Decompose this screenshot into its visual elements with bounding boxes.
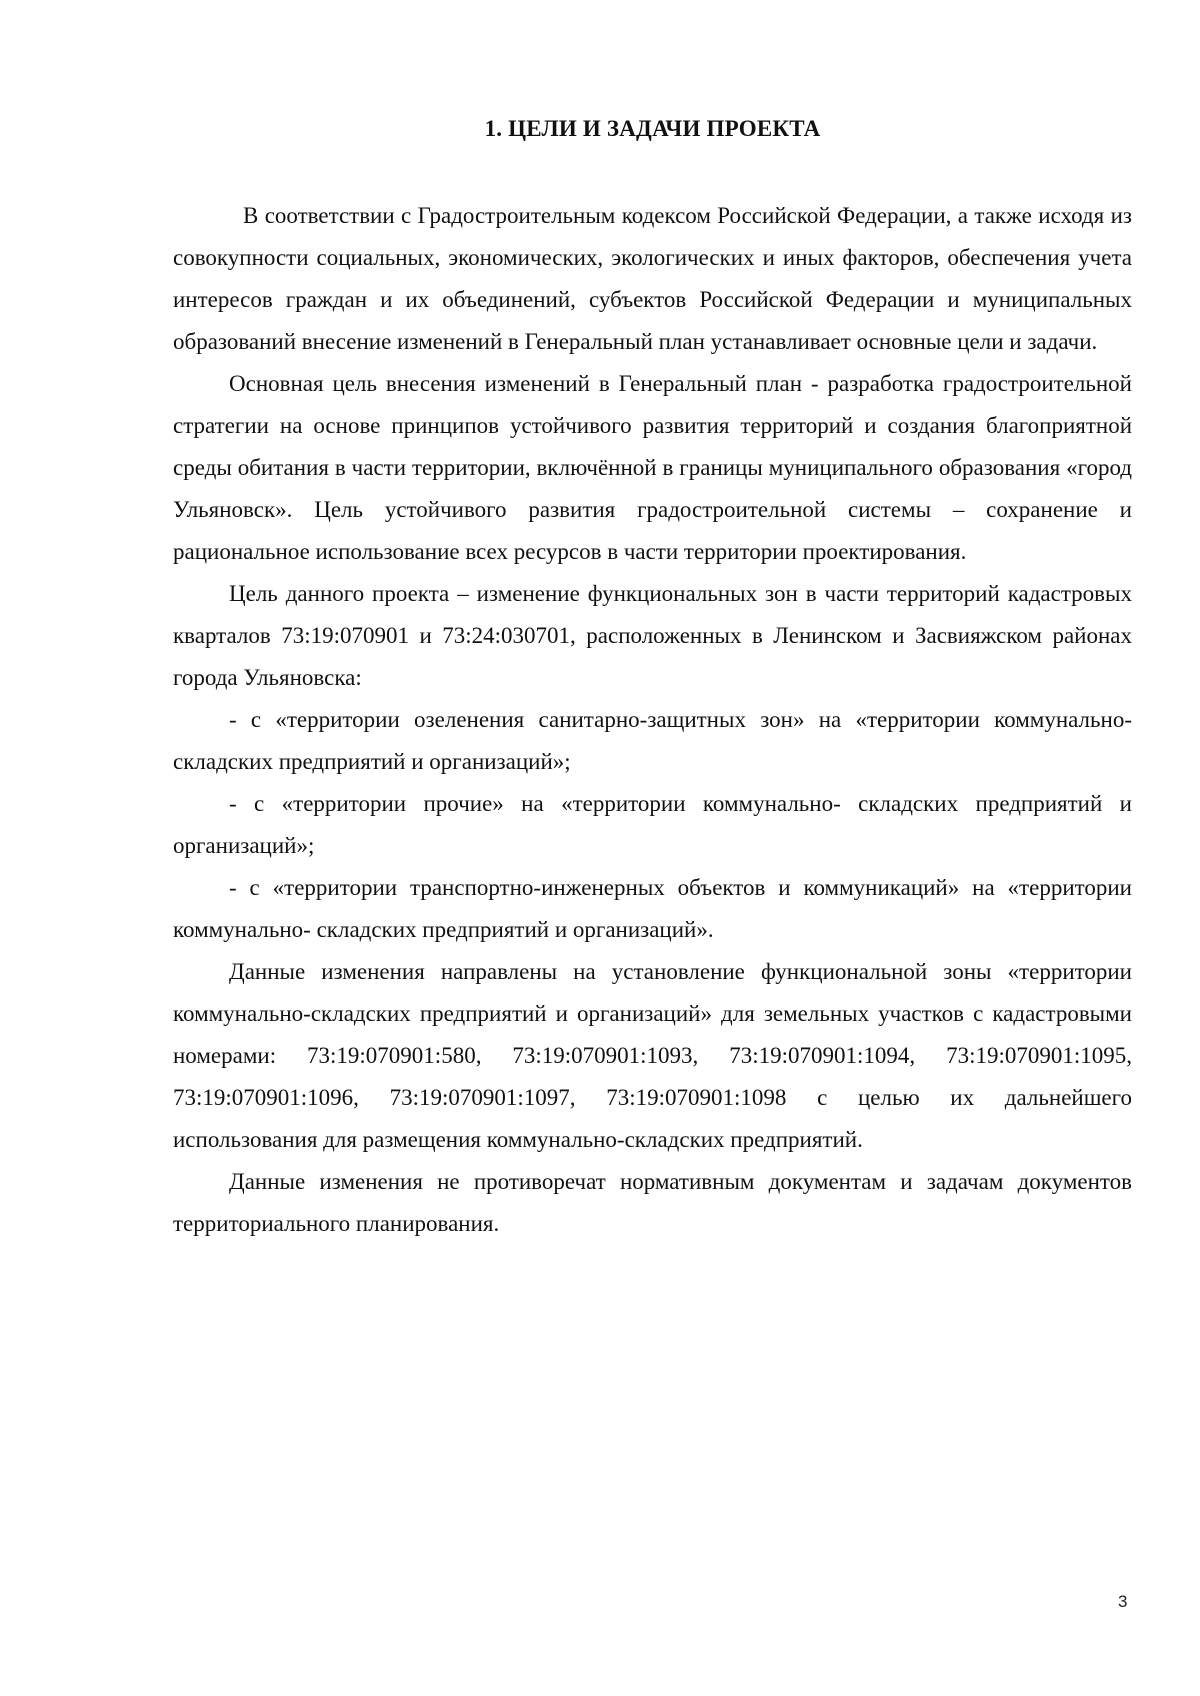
list-item-change-2: - с «территории прочие» на «территории коммунально- складских предприятий и организаций»; bbox=[173, 791, 1132, 858]
paragraph-intro: В соответствии с Градостроительным кодексом Российской Федерации, а также исходя из совокупности социальных, экономических, экологических и иных факторов, обеспечения учета интересов граждан и их объединений, субъектов Российской Федерации и муниципальных образований внесение изменений в Генеральный план устанавливает основные цели и задачи. bbox=[173, 203, 1132, 354]
paragraph-cadastral-numbers: Данные изменения направлены на установление функциональной зоны «территории коммунально-складских предприятий и организаций» для земельных участков с кадастровыми номерами: 73:19:070901:580, 73:19:070901:1093, 73:19:070901:1094, 73:19:070901:1095, 73:19:070901:1096, 73:19:070901:1097, 73:19:070901:1098 с целью их дальнейшего использования для размещения коммунально-складских предприятий. bbox=[173, 959, 1132, 1152]
paragraph-conclusion: Данные изменения не противоречат нормативным документам и задачам документов территориального планирования. bbox=[173, 1169, 1132, 1236]
list-item-change-1: - с «территории озеленения санитарно-защитных зон» на «территории коммунально-складских предприятий и организаций»; bbox=[173, 707, 1132, 774]
paragraph-main-goal: Основная цель внесения изменений в Генеральный план - разработка градостроительной стратегии на основе принципов устойчивого развития территорий и создания благоприятной среды обитания в части территории, включённой в границы муниципального образования «город Ульяновск». Цель устойчивого развития градостроительной системы – сохранение и рациональное использование всех ресурсов в части территории проектирования. bbox=[173, 371, 1132, 564]
list-item-change-3: - с «территории транспортно-инженерных объектов и коммуникаций» на «территории коммунально- складских предприятий и организаций». bbox=[173, 875, 1132, 942]
paragraph-project-goal: Цель данного проекта – изменение функциональных зон в части территорий кадастровых кварталов 73:19:070901 и 73:24:030701, расположенных в Ленинском и Засвияжском районах города Ульяновска: bbox=[173, 581, 1132, 690]
section-body bbox=[173, 195, 1132, 1245]
page-number: 3 bbox=[1118, 1592, 1128, 1611]
section-title: 1. ЦЕЛИ И ЗАДАЧИ ПРОЕКТА bbox=[484, 116, 821, 141]
